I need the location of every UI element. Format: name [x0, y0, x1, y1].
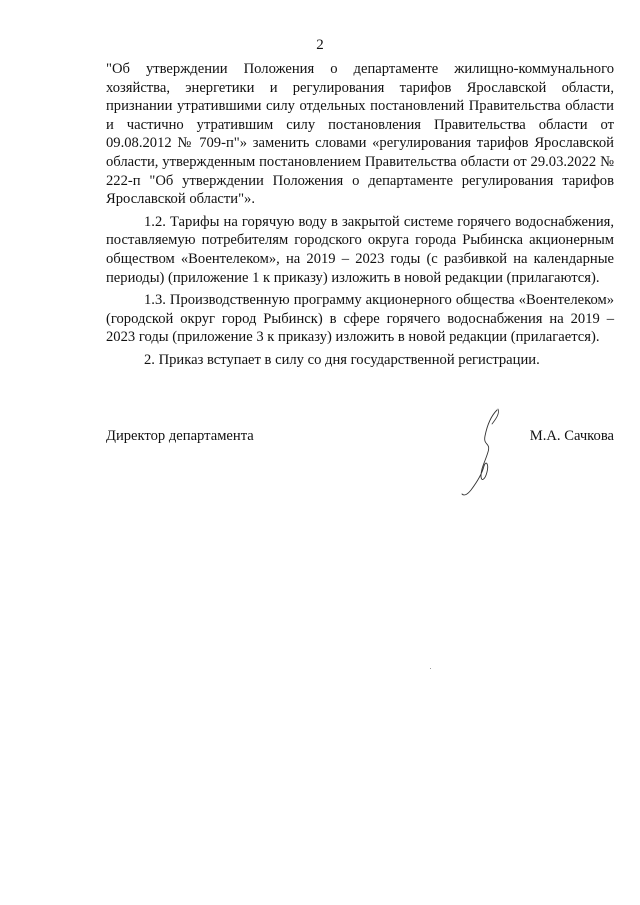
paragraph-continuation: "Об утверждении Положения о департаменте жилищно-коммунального хозяйства, энергетики и регулирования тарифов Ярославской области, признании утратившими силу отдельных постановлений Правительства области и частично утратившим силу постановления Правительства области от 09.08.2012 № 709-п"» заменить словами «регулирования тарифов Ярославской области, утвержденным постановлением Правительства области от 29.03.2022 № 222-п "Об утверждении Положения о департаменте регулирования тарифов Ярославской области"».	[106, 61, 614, 208]
document-body	[106, 60, 614, 370]
page-number: 2	[316, 37, 324, 53]
paragraph-2: 2. Приказ вступает в силу со дня государственной регистрации.	[144, 351, 540, 368]
signatory-name: М.А. Сачкова	[529, 428, 614, 444]
signature-block	[106, 420, 614, 500]
signatory-title: Директор департамента	[106, 428, 254, 444]
handwritten-signature	[451, 406, 521, 498]
paragraph-1-2: 1.2. Тарифы на горячую воду в закрытой системе горячего водоснабжения, поставляемую потребителям городского округа города Рыбинска акционерным обществом «Воентелеком», на 2019 – 2023 годы (с разбивкой на календарные периоды) (приложение 1 к приказу) изложить в новой редакции (прилагаются).	[106, 213, 614, 286]
paragraph-1-3: 1.3. Производственную программу акционерного общества «Воентелеком» (городской округ город Рыбинск) в сфере горячего водоснабжения на 2019 – 2023 годы (приложение 3 к приказу) изложить в новой редакции (прилагается).	[106, 292, 614, 346]
scan-speck	[430, 668, 431, 669]
